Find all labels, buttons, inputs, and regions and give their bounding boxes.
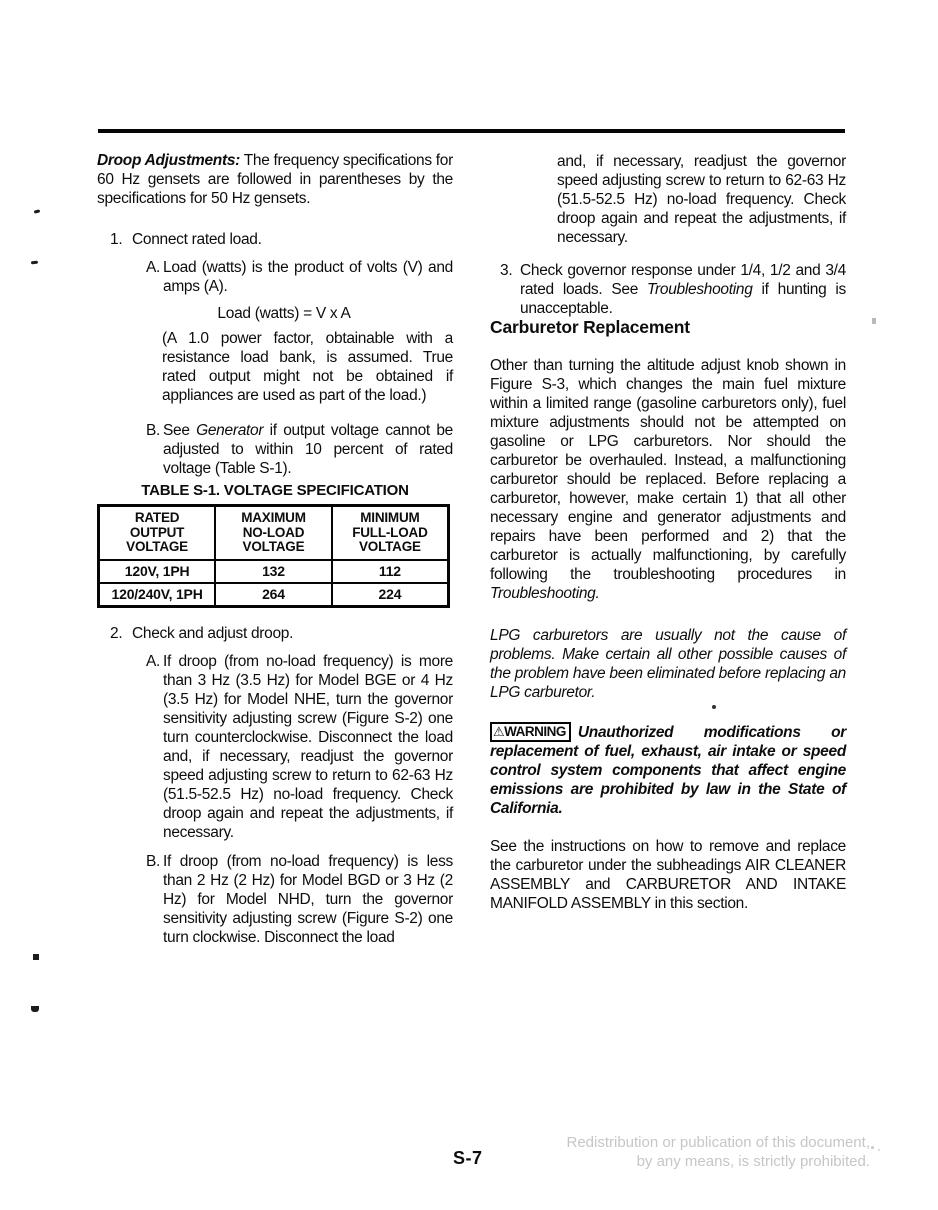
header-line: VOLTAGE bbox=[358, 539, 421, 554]
step-1-text: Connect rated load. bbox=[132, 231, 262, 248]
step-3-number: 3. bbox=[500, 262, 513, 279]
power-factor-note: (A 1.0 power factor, obtainable with a resistance load bank, is assumed. True rated output might not be obtained if appliances are used as part of the load.) bbox=[162, 330, 453, 404]
left-column bbox=[97, 151, 453, 947]
step-3-post: if hunting is unacceptable. bbox=[520, 281, 846, 317]
troubleshooting-reference: Troubleshooting bbox=[647, 281, 753, 298]
step-1-number: 1. bbox=[110, 231, 123, 248]
step-2a bbox=[97, 652, 453, 842]
header-line: VOLTAGE bbox=[242, 539, 305, 554]
header-line: NO-LOAD bbox=[242, 524, 305, 540]
scan-artifact bbox=[872, 318, 876, 324]
carburetor-replacement-heading: Carburetor Replacement bbox=[490, 317, 690, 337]
warning-paragraph bbox=[490, 722, 846, 818]
step-2a-letter: A. bbox=[146, 652, 161, 670]
step-1 bbox=[97, 230, 453, 249]
cell-max-no-load: 132 bbox=[215, 560, 332, 583]
header-line: MAXIMUM bbox=[241, 510, 306, 525]
warning-text: Unauthorized modifications or replacement of fuel, exhaust, air intake or speed control system components that affect engine emissions are prohibited by law in the State of California. bbox=[490, 724, 846, 817]
step-2b-letter: B. bbox=[146, 852, 161, 870]
droop-adjustments-lead: Droop Adjustments: bbox=[97, 152, 240, 169]
step-2b-continuation: and, if necessary, readjust the governor speed adjusting screw to return to 62-63 Hz (51.5-52.5 Hz) no-load frequency. Check droop again and repeat the adjustments, if necessary. bbox=[557, 153, 846, 246]
header-minimum-full-load-voltage bbox=[332, 506, 449, 560]
warning-triangle-icon: ⚠ bbox=[493, 724, 505, 739]
page-number: S-7 bbox=[453, 1148, 483, 1168]
step-2-text: Check and adjust droop. bbox=[132, 624, 294, 642]
step-1a-letter: A. bbox=[146, 259, 161, 276]
carburetor-replacement-paragraph bbox=[490, 356, 846, 603]
step-2b bbox=[97, 852, 453, 947]
droop-adjustments-paragraph bbox=[97, 151, 453, 208]
load-equation: Load (watts) = V x A bbox=[217, 305, 351, 322]
cell-rated-voltage: 120V, 1PH bbox=[99, 560, 216, 583]
cell-rated-voltage: 120/240V, 1PH bbox=[99, 583, 216, 607]
scan-artifact bbox=[34, 209, 41, 213]
scan-artifact bbox=[31, 1006, 39, 1012]
step-2a-text: If droop (from no-load frequency) is more than 3 Hz (3.5 Hz) for Model BGE or 4 Hz (3.5 Hz) for Model NHE, turn the governor sensitivity adjusting screw (Figure S-2) one turn counterclockwise. Disconnect the load and, if necessary, readjust the governor speed adjusting screw to return to 62-63 Hz (51.5-52.5 Hz) no-load frequency. Check droop again and repeat the adjustments, if necessary. bbox=[163, 652, 453, 841]
step-2 bbox=[97, 624, 453, 643]
cell-min-full-load: 224 bbox=[332, 583, 449, 607]
step-1b-pre: See bbox=[163, 422, 197, 439]
cell-min-full-load: 112 bbox=[332, 560, 449, 583]
right-column bbox=[490, 152, 846, 913]
table-row bbox=[99, 583, 449, 607]
step-1a bbox=[97, 258, 453, 296]
step-2b-text: If droop (from no-load frequency) is less than 2 Hz (2 Hz) for Model BGD or 3 Hz (2 Hz) for Model NHD, turn the governor sensitivity adjusting screw (Figure S-2) one turn clockwise. Disconnect the load bbox=[163, 852, 453, 946]
scan-artifact bbox=[31, 261, 38, 265]
droop-adjustments-body: The frequency specifications for 60 Hz gensets are followed in parentheses by the specifications for 50 Hz gensets. bbox=[97, 152, 453, 207]
table-row bbox=[99, 560, 449, 583]
step-1a-text: Load (watts) is the product of volts (V) and amps (A). bbox=[163, 259, 453, 295]
step-1b-post: if output voltage cannot be adjusted to within 10 percent of rated voltage (Table S-1). bbox=[163, 422, 453, 477]
voltage-specification-table bbox=[97, 504, 450, 608]
header-line: RATED bbox=[134, 510, 180, 525]
step-3 bbox=[490, 261, 846, 318]
header-line: FULL-LOAD bbox=[352, 524, 428, 540]
step-3-pre: Check governor response under 1/4, 1/2 and 3/4 rated loads. See bbox=[520, 262, 846, 298]
watermark bbox=[450, 1133, 870, 1171]
step-1b-text bbox=[163, 421, 453, 478]
watermark-line2: by any means, is strictly prohibited. bbox=[636, 1153, 870, 1170]
step-1b bbox=[97, 421, 453, 478]
generator-reference: Generator bbox=[196, 422, 264, 439]
warning-label: WARNING bbox=[504, 724, 566, 739]
watermark-line1: Redistribution or publication of this document, bbox=[566, 1134, 870, 1151]
header-maximum-no-load-voltage bbox=[215, 506, 332, 560]
scan-artifact bbox=[871, 1146, 874, 1149]
scan-artifact bbox=[878, 1149, 880, 1151]
header-line: MINIMUM bbox=[360, 510, 420, 525]
carburetor-paragraph-body: Other than turning the altitude adjust knob shown in Figure S-3, which changes the main fuel mixture within a limited range (gasoline carburetors only), fuel mixture adjustments should not be attempted on gasoline or LPG carburetors. Nor should the carburetor be overhauled. Instead, a malfunctioning carburetor should be replaced. Before replacing a carburetor, however, make certain 1) that all other necessary engine and generator adjustments and repairs have been performed and 2) that the carburetor is actually malfunctioning, by carefully following the troubleshooting procedures in bbox=[490, 357, 846, 583]
lpg-carburetor-note: LPG carburetors are usually not the cause of problems. Make certain all other possible causes of the problem have been eliminated before replacing an LPG carburetor. bbox=[490, 627, 846, 701]
header-rule bbox=[98, 129, 845, 133]
step-1b-letter: B. bbox=[146, 422, 161, 439]
step-3-text bbox=[520, 261, 846, 318]
step-2-number: 2. bbox=[110, 624, 123, 642]
scan-artifact bbox=[712, 705, 716, 709]
troubleshooting-reference: Troubleshooting. bbox=[490, 585, 600, 602]
table-header-row bbox=[99, 506, 449, 560]
warning-badge bbox=[490, 722, 571, 742]
removal-instructions-paragraph: See the instructions on how to remove and replace the carburetor under the subheadings AIR CLEANER ASSEMBLY and CARBURETOR AND INTAKE MANIFOLD ASSEMBLY in this section. bbox=[490, 838, 846, 912]
table-title: TABLE S-1. VOLTAGE SPECIFICATION bbox=[141, 482, 409, 499]
header-line: VOLTAGE bbox=[126, 539, 188, 554]
cell-max-no-load: 264 bbox=[215, 583, 332, 607]
header-rated-output-voltage bbox=[99, 506, 216, 560]
header-line: OUTPUT bbox=[129, 524, 185, 540]
scan-artifact bbox=[33, 954, 39, 960]
